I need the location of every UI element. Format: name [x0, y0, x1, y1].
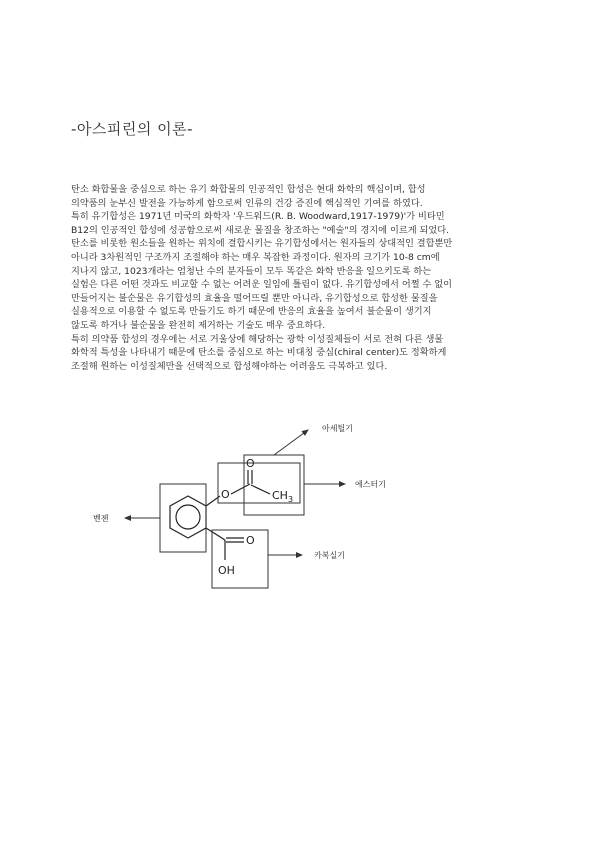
carbonyl-oxygen-atom: O: [246, 457, 255, 470]
aspirin-structure-svg: [70, 400, 430, 600]
text-line: 특히 유기합성은 1971년 미국의 화학자 '우드워드(R. B. Woodward,1917-1979)'가 비타민: [71, 211, 445, 223]
ester-oxygen-atom: O: [221, 488, 230, 501]
benzene-box: [160, 484, 206, 552]
benzene-label: 벤젠: [93, 514, 109, 523]
page-title: -아스피린의 이론-: [71, 120, 194, 138]
text-line: 조절해 원하는 이성질체만을 선택적으로 합성해야하는 어려움도 극복하고 있다.: [71, 360, 388, 372]
text-line: 않도록 하거나 불순물을 완전히 제거하는 기술도 매우 중요하다.: [71, 319, 326, 331]
text-line: 지나지 않고, 1023개라는 엄청난 수의 분자들이 모두 똑같은 화학 반응을 일으키도록 하는: [71, 265, 432, 277]
acetyl-label: 아세틸기: [322, 424, 353, 433]
carboxyl-oxygen-atom: O: [246, 534, 255, 547]
acetyl-arrow: [274, 430, 308, 455]
ester-label: 에스터기: [355, 480, 386, 489]
text-line: 만들어지는 불순물은 유기합성의 효율을 떨어뜨릴 뿐만 아니라, 유기합성으로 합성한 물질을: [71, 292, 438, 304]
text-line: 화학적 특성을 나타내기 때문에 탄소를 중심으로 하는 비대칭 중심(chiral center)도 정확하게: [71, 347, 447, 359]
body-paragraph: [71, 183, 531, 373]
hydroxyl-group: OH: [218, 564, 235, 577]
methyl-group: $CH_3$: [272, 489, 294, 504]
text-line: 실용적으로 이용할 수 없도록 만들기도 하기 때문에 반응의 효율을 높여서 불순물이 생기지: [71, 306, 432, 318]
text-line: 실험은 다른 어떤 것과도 비교할 수 없는 어려운 일임에 틀림이 없다. 유기합성에서 어쩔 수 없이: [71, 279, 453, 291]
text-line: 아니라 3차원적인 구조까지 조절해야 하는 매우 복잡한 과정이다. 원자의 크기가 10-8 cm에: [71, 251, 440, 263]
aspirin-structure-diagram: [70, 400, 430, 600]
text-line: 탄소 화합물을 중심으로 하는 유기 화합물의 인공적인 합성은 현대 화학의 핵심이며, 합성: [71, 184, 426, 195]
text-line: 특히 의약품 합성의 경우에는 서로 거울상에 해당하는 광학 이성질체들이 서로 전혀 다른 생물: [71, 333, 444, 345]
text-line: B12의 인공적인 합성에 성공함으로써 새로운 물질을 창조하는 "예술"의 경지에 이르게 되었다.: [71, 224, 450, 236]
text-line: 탄소를 비롯한 원소들을 원하는 위치에 결합시키는 유기합성에서는 원자들의 상대적인 결합뿐만: [71, 238, 453, 250]
carboxyl-label: 카복실기: [314, 551, 345, 560]
carbon-methyl-bond: [251, 485, 270, 494]
text-line: 의약품의 눈부신 발전을 가능하게 함으로써 인류의 건강 증진에 핵심적인 기여를 하였다.: [71, 197, 423, 209]
oxygen-carbon-bond: [231, 484, 250, 494]
benzene-ring: [170, 496, 206, 538]
carboxyl-box: [212, 530, 268, 588]
